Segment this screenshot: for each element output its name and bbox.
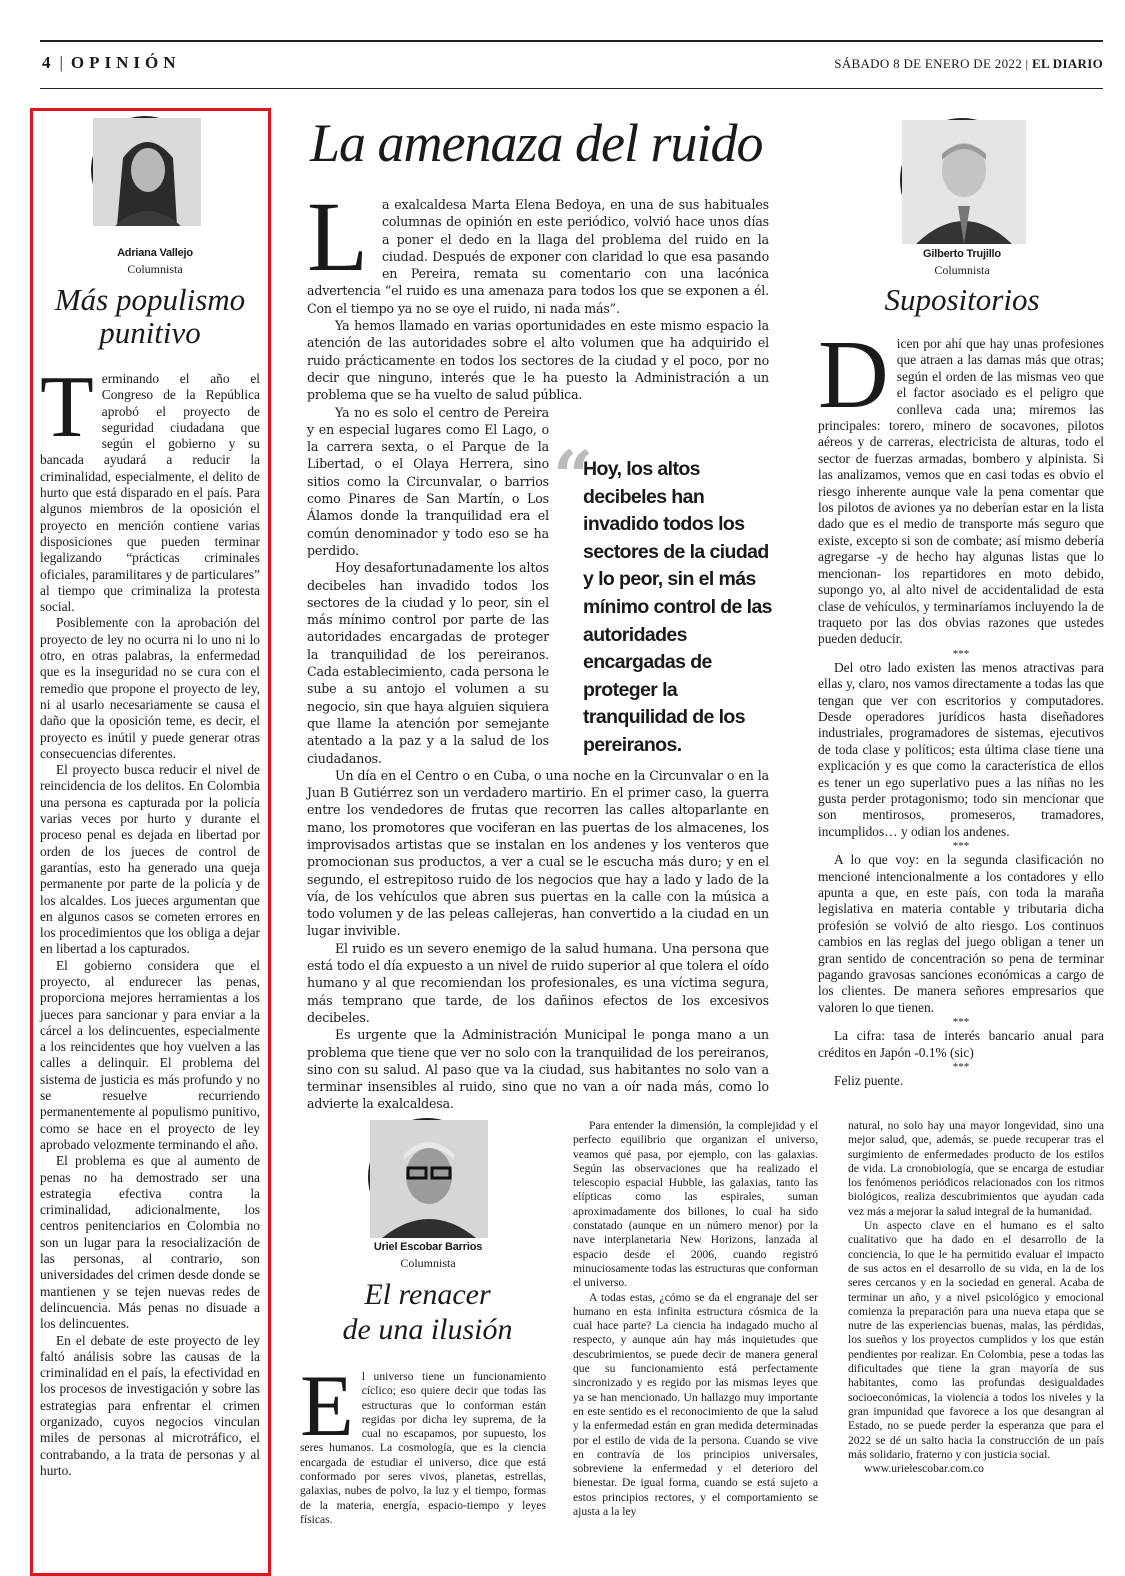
pull-quote (553, 435, 772, 760)
column-title-line2: de una ilusión (342, 1312, 513, 1346)
author-name: Adriana Vallejo (117, 247, 193, 259)
paragraph: Feliz puente. (834, 1073, 904, 1089)
portrait-icon (370, 1120, 488, 1238)
author-role: Columnista (934, 263, 990, 277)
portrait-icon (93, 118, 201, 226)
issue-date: SÁBADO 8 DE ENERO DE 2022 (834, 56, 1022, 71)
paragraph: La cifra: tasa de interés bancario anual para créditos en Japón -0.1% (sic) (818, 1028, 1104, 1060)
author-photo-gilberto (900, 118, 1024, 242)
paragraph: En el debate de este proyecto de ley faltó análisis sobre las causas de la criminalidad en el país, la efectividad en los procesos de investigación y sobre las estrategias para enfrentar el crimen organizado, cuyos negocios vinculan miles de personas al microtráfico, el contrabando, a la trata de personas y al hurto. (40, 1332, 260, 1478)
bottom-article-col1 (300, 1358, 546, 1560)
paragraph: Para entender la dimensión, la complejidad y el perfecto equilibrio que organizan el universo, veamos qué pasa, por ejemplo, con las galaxias. Según las observaciones que ha realizado el telescopio espacial Hubble, las galaxias, tanto las elípticas como las espirales, suman aproximadamente dos billones, lo cual ha sido constatado (aunque en un número menor) por la nave interplanetaria New Horizons, lanzada al espacio desde el 2006, cuando registró minuciosamente todas las estructuras que conforman el universo. (573, 1119, 819, 1290)
drop-cap: L (307, 181, 368, 292)
column-title-line2: punitivo (99, 314, 201, 350)
paragraph: El problema es que al aumento de penas no ha demostrado ser una estrategia efectiva contra la criminalidad, adicionalmente, los centros penitenciarios en Colombia no son un lugar para la resocialización de las personas, al contrario, son universidades del crimen desde donde se mantienen y se tejen nuevas redes de delincuencia. Más penas no disuade a los delincuentes. (40, 1153, 260, 1332)
paragraph: a exalcaldesa Marta Elena Bedoya, en una de sus habituales columnas de opinión en este periódico, volvió hace unos días a poner el dedo en la llaga del problema del ruido en la ciudad. Después de exponer con claridad lo que esa pasando en Pereira, remata su comentario con una lacónica advertencia “el ruido es una amenaza para todos los que se exponen a él. Con el tiempo ya no se oye el ruido, ni nada más”. (307, 197, 769, 316)
pull-quote-text: Hoy, los altos decibeles han invadido todos los sectores de la ciudad y lo peor, sin el más mínimo control de las autoridades encargadas de proteger la tranquilidad de los pereiranos. (583, 458, 772, 756)
paragraph: icen por ahí que hay unas profesiones que atraen a las damas más que otras; según el orden de las mismas veo que el factor asociado es el peligro que conlleva cada una; miremos las principales: torero, minero de socavones, pilotos aéreos y de carreras, electricista de alturas, todo el sector de fuerzas armadas, bombero y alpinista. Si las analizamos, vemos que en casi todas es obvio el riesgo inherente aunque vale la pena comentar que los pilotos de aviones ya no deberían estar en la lista dado que es el medio de transporte más seguro que existe, excepto si son de combate; así mismo debería agregarse -y de hecho hay algunas listas que lo mencionan- los repartidores en moto debido, supongo yo, al alto nivel de accidentalidad de esta clase de vehículos, y terminaríamos incluyendo la de traqueto por las dos obvias razones que ustedes pueden deducir. (818, 336, 1104, 647)
author-name: Gilberto Trujillo (923, 248, 1001, 260)
author-photo-uriel (368, 1118, 486, 1236)
bottom-article-col3 (848, 1119, 1104, 1564)
page-number: 4 (42, 53, 56, 72)
paragraph: Es urgente que la Administración Municipal le ponga mano a un problema que tiene que ver no solo con la tranquilidad de los pereiranos, sino con su salud. Al paso que va la ciudad, sus habitantes no solo van a terminar insensibles al ruido, sino que no van a oír nada más, como lo advierte la exalcaldesa. (307, 1027, 769, 1112)
paragraph: erminando el año el Congreso de la República aprobó el proyecto de seguridad ciudadana que según el gobierno y su bancada ayudará a reducir la criminalidad, especialmente, el delito de hurto que está disparado en el país. Para algunos miembros de la oposición el proyecto en mención contiene varias disposiciones que pueden terminar legalizando “prácticas criminales oficiales, paramilitares y de particulares” al tiempo que criminaliza la protesta social. (40, 371, 260, 615)
author-website[interactable]: www.urielescobar.com.co (864, 1462, 984, 1476)
left-column-body (40, 359, 260, 1563)
paragraph: Hoy desafortunadamente los altos decibeles han invadido todos los sectores de la ciudad y lo peor, sin el más mínimo control por parte de las autoridades encargadas de proteger la tranquilidad de los pereiranos. Cada establecimiento, cada persona le sube a su antojo el volumen a su negocio, sin que haya alguien siquiera que llame la atención por semejante atentado a la paz y a la salud de los ciudadanos. (307, 560, 549, 766)
column-title-line1: Más populismo (54, 282, 246, 317)
section-label (42, 53, 181, 73)
separator: *** (952, 1061, 970, 1074)
right-column-body (818, 321, 1104, 1096)
paragraph: natural, no solo hay una mayor longevidad, sino una mejor salud, que, además, se puede recuperar tras el surgimiento de enfermedades producto de los estilos de vida. La cronobiología, que se encarga de estudiar los fenómenos periódicos relacionados con los ritmos biológicos, realiza descubrimientos que ayudan cada vez más a mejorar la salud integral de la humanidad. (848, 1119, 1104, 1218)
paragraph: Del otro lado existen las menos atractivas para ellas y, claro, nos vamos directamente a todas las que tengan que ver con escritorios y computadores. Desde operadores jurídicos hasta diseñadores industriales, programadores de sistemas, ejecutivos de toda clase y políticos; esta última clase tiene una explicación y es que como la característica de ellos es tener un ego superlativo pues a las niñas no les gusta perder protagonismo; todo sin mencionar que son mentirosos, promeseros, tramadores, incumplidos… y odian los andenes. (818, 659, 1104, 839)
drop-cap: E (300, 1358, 354, 1455)
paragraph: A todas estas, ¿cómo se da el engranaje del ser humano en esta infinita estructura cósmica de la cual hace parte? La ciencia ha indagado mucho al respecto, y aunque aún hay más inquietudes que descubrimientos, se puede decir de manera general que su funcionamiento está perfectamente sincronizado y es regido por las mismas leyes que ya se han mencionado. Un hallazgo muy importante en este sentido es el reconocimiento de que la salud y la enfermedad están en gran medida determinadas por el estilo de vida de la persona. Cuando se vive en contravía de los principios universales, sobreviene la enfermedad y el deterioro del bienestar. De igual forma, cuando se está sujeto a estos principios rectores, y el comportamiento se ajusta a la ley (573, 1290, 818, 1519)
quote-mark-icon: “ (553, 435, 593, 518)
main-headline: La amenaza del ruido (310, 113, 763, 173)
paper-name: EL DIARIO (1032, 56, 1103, 71)
column-title (40, 284, 260, 349)
column-title (305, 1278, 550, 1347)
author-role: Columnista (127, 262, 183, 276)
paragraph: El gobierno considera que el proyecto, al endurecer las penas, proporciona mejores herramientas a los jueces para sancionar y para enviar a la cárcel a los delincuentes, especialmente a los reincidentes que hoy vuelven a las calles a delinquir. El problema del sistema de justicia es más profundo y no se resuelve recurriendo permanentemente al populismo punitivo, como se hace en el proyecto de ley aprobado velozmente terminando el año. (40, 957, 260, 1152)
paragraph: Un aspecto clave en el humano es el salto cualitativo que ha dado en el desarrollo de la conciencia, lo que le ha permitido evaluar el impacto de sus actos en el desarrollo de su vida, en la de los seres cercanos y en la sociedad en general. Acaba de terminar un año, y a nivel psicológico y emocional comienza la preparación para una nueva etapa que se nutre de las experiencias buenas, malas, las pérdidas, los sueños y los proyectos cumplidos y los que están pendientes por realizar. En Colombia, pese a todas las dificultades que tiene la gran mayoría de sus habitantes, como las profundas desigualdades socioeconómicas, la violencia a todos los niveles y la gran impunidad que favorece a los que desangran al Estado, no se puede perder la esperanza que para el 2022 se dé un salto hacia la construcción de un país más solidario, fraterno y con justicia social. (848, 1219, 1104, 1461)
header-bottom-rule (40, 88, 1103, 89)
separator: *** (952, 840, 970, 853)
paragraph: El ruido es un severo enemigo de la salud humana. Una persona que está todo el día expuesto a un nivel de ruido superior al que tolera el oído humano y al que recomiendan los profesionales, es una víctima segura, más temprano que tarde, de los dañinos efectos de los excesivos decibeles. (307, 940, 769, 1025)
paragraph: l universo tiene un funcionamiento cíclico; eso quiere decir que todas las estructuras que lo conforman están regidas por dicha ley suprema, de la cual no escapamos, por supuesto, los seres humanos. La cosmología, que es la ciencia encargada de estudiar el universo, dice que está conformado por seres vivos, planetas, estrellas, galaxias, nubes de polvo, la luz y el tiempo, formas de la materia, energía, espacio-tiempo y leyes físicas. (300, 1370, 546, 1526)
paragraph: Un día en el Centro o en Cuba, o una noche en la Circunvalar o en la Juan B Gutiérrez son un verdadero martirio. En el primer caso, la guerra entre los vendedores de frutas que recorren las calles altoparlante en mano, los promotores que vociferan en las puertas de los almacenes, los improvisados artistas que se instalan en los andenes y los venteros que promocionan sus productos, a ver a cual se le escucha más duro; y en el segundo, el estrepitoso ruido de los negocios que hay a lado y lado de la vía, de los vehículos que abren sus puertas en la calle con la música a todo volumen y de las peleas callejeras, han convertido a la ciudad en un lugar invivible. (307, 767, 769, 939)
separator: *** (952, 647, 970, 660)
column-title-line1: El renacer (364, 1278, 491, 1311)
portrait-icon (902, 120, 1026, 244)
drop-cap: T (40, 359, 94, 456)
issue-date-line: SÁBADO 8 DE ENERO DE 2022 | EL DIARIO (834, 56, 1103, 71)
section-name: OPINIÓN (70, 53, 181, 72)
paragraph: Posiblemente con la aprobación del proyecto de ley no ocurra ni lo uno ni lo otro, en otras palabras, la enfermedad que es la inseguridad no se cura con el remedio que propone el proyecto de ley, ni al usarlo necesariamente se causa el daño que la oposición teme, es decir, el proyecto es inútil y puede generar otras consecuencias diferentes. (40, 615, 260, 761)
header-separator: | (59, 53, 63, 72)
separator: *** (952, 1016, 970, 1029)
author-name: Uriel Escobar Barrios (373, 1241, 483, 1253)
paragraph: Ya hemos llamado en varias oportunidades en este mismo espacio la atención de las autoridades sobre el alto volumen que ha adquirido el ruido prácticamente en todos los sectores de la ciudad y el poco, por no decir que ninguno, interés que le ha puesto la Administración a un problema que se ha vuelto de salud pública. (307, 318, 769, 403)
paragraph: El proyecto busca reducir el nivel de reincidencia de los delitos. En Colombia una persona es capturada por la policía varias veces por hurto y durante el proceso penal es dejada en libertad por orden de los jueces de control de garantías, esto ha generado una queja permanente por parte de la policía y de los alcaldes. Los jueces argumentan que en algunos casos se cometen errores en los procedimientos que los obliga a dejar en libertad a los capturados. (40, 762, 260, 957)
paragraph: A lo que voy: en la segunda clasificación no mencioné intencionalmente a los contadores y ello apunta a que, en este país, con toda la maraña legislativa en materia contable y tributaria dicha profesión se volvió de alto riesgo. Los continuos cambios en las reglas del juego obligan a tener un gran sentido de concentración so pena de terminar pagando gravosas sanciones económicas a cargo de los clientes. De manera señores empresarios que valoren lo que tienen. (818, 852, 1104, 1015)
column-title: Supositorios (884, 282, 1040, 317)
header-top-rule (40, 40, 1103, 42)
bottom-article-col2 (573, 1119, 818, 1564)
paragraph: Ya no es solo el centro de Pereira y en especial lugares como El Lago, o la carrera sexta, o el Parque de la Libertad, o el Olaya Herrera, sino sitios como la Circunvalar, o barrios como Pinares de San Martín, o Los Álamos donde la tranquilidad era el común denominador y todo eso se ha perdido. (307, 404, 549, 558)
drop-cap: D (818, 321, 889, 429)
author-role: Columnista (400, 1256, 456, 1270)
author-photo-adriana (91, 116, 199, 224)
